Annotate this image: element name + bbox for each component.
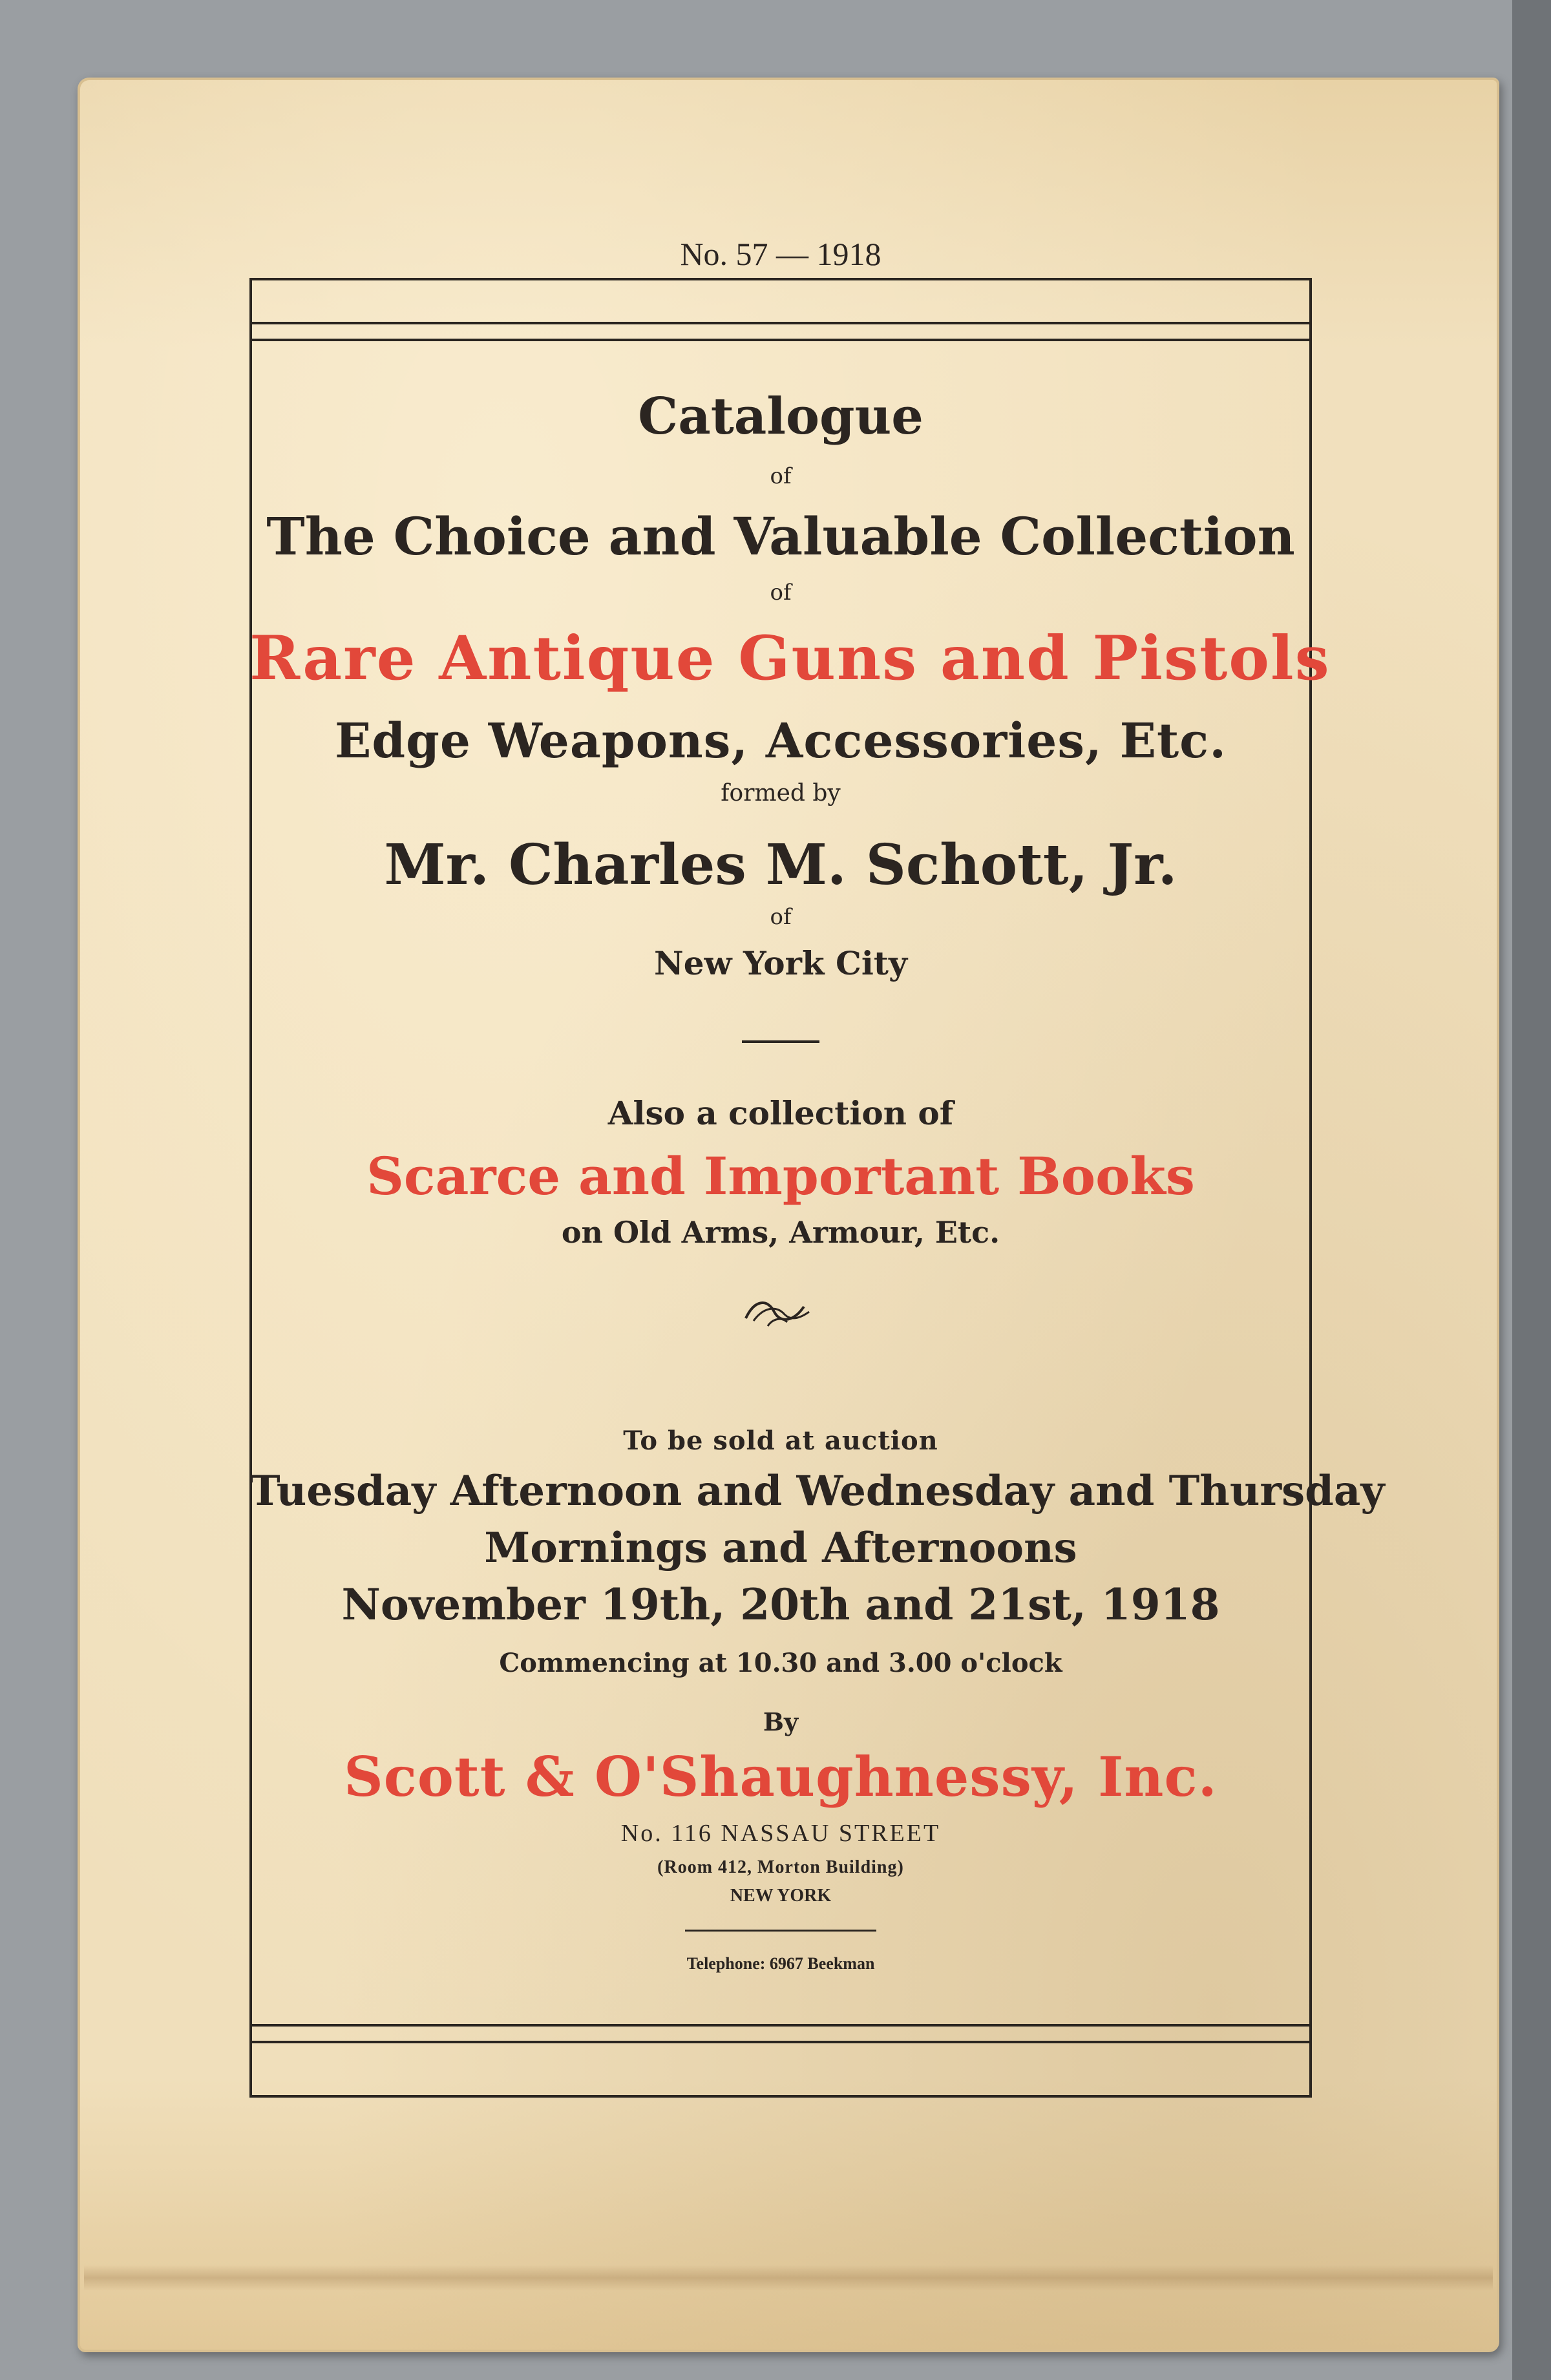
section-divider <box>742 1040 819 1043</box>
telephone-number: Telephone: 6967 Beekman <box>686 1954 875 1973</box>
connector-of-2: of <box>770 580 792 606</box>
auction-days-line1: Tuesday Afternoon and Wednesday and Thursday <box>249 1467 1385 1515</box>
top-double-rule-upper <box>249 322 1312 324</box>
auction-dates: November 19th, 20th and 21st, 1918 <box>341 1579 1220 1630</box>
auctioneer-room: (Room 412, Morton Building) <box>657 1857 904 1877</box>
subtitle-collection: The Choice and Valuable Collection <box>266 506 1295 567</box>
books-headline: Scarce and Important Books <box>366 1146 1195 1206</box>
catalogue-number: No. 57 — 1918 <box>680 236 881 272</box>
connector-of-3: of <box>770 904 792 930</box>
by-text: By <box>763 1707 799 1736</box>
ornament-flourish-icon <box>742 1292 813 1331</box>
top-double-rule-lower <box>249 339 1312 341</box>
books-subheadline: on Old Arms, Armour, Etc. <box>561 1215 1000 1250</box>
bottom-double-rule-upper <box>249 2024 1312 2027</box>
subheadline-edge-weapons: Edge Weapons, Accessories, Etc. <box>335 713 1227 769</box>
formed-by-text: formed by <box>721 780 841 806</box>
auctioneer-address: No. 116 NASSAU STREET <box>620 1820 941 1847</box>
cover-bottom-crease <box>84 2265 1493 2291</box>
auction-times: Commencing at 10.30 and 3.00 o'clock <box>499 1648 1062 1678</box>
title-catalogue: Catalogue <box>638 387 923 446</box>
bottom-double-rule-lower <box>249 2041 1312 2043</box>
auctioneer-city: NEW YORK <box>730 1886 832 1906</box>
headline-guns-pistols: Rare Antique Guns and Pistols <box>249 623 1331 694</box>
auctioneer-name: Scott & O'Shaughnessy, Inc. <box>344 1745 1218 1809</box>
auction-days-line2: Mornings and Afternoons <box>484 1524 1077 1572</box>
collector-name: Mr. Charles M. Schott, Jr. <box>384 832 1177 898</box>
scanner-bed-edge <box>1512 0 1551 2380</box>
auction-notice: To be sold at auction <box>623 1426 938 1456</box>
address-divider <box>685 1930 876 1932</box>
collector-city: New York City <box>654 944 907 982</box>
connector-of-1: of <box>770 463 792 489</box>
also-collection-text: Also a collection of <box>607 1094 954 1132</box>
